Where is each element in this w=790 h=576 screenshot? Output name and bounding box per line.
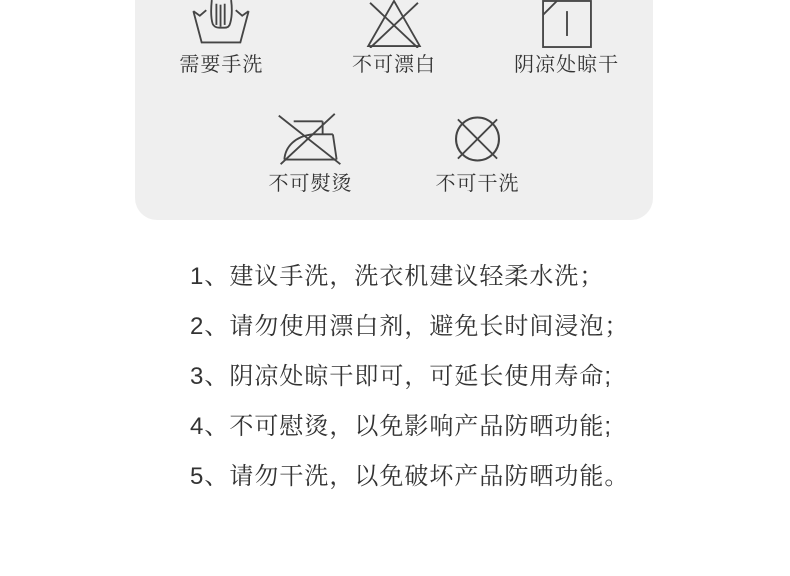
care-symbol-no-iron — [231, 111, 391, 196]
care-symbol-no-bleach — [308, 0, 481, 77]
care-instruction-3: 3、阴凉处晾干即可，可延长使用寿命; — [190, 363, 613, 390]
care-instruction-5: 5、请勿干洗，以免破坏产品防晒功能。 — [190, 463, 630, 490]
no-bleach-label: 不可漂白 — [352, 54, 436, 76]
care-symbol-shade-dry — [480, 0, 653, 77]
no-dry-clean-label: 不可干洗 — [435, 173, 520, 195]
hand-wash-icon — [186, 0, 256, 48]
shade-dry-icon — [532, 0, 602, 48]
no-iron-label: 不可熨烫 — [268, 173, 353, 195]
care-symbols-row-2 — [135, 111, 653, 196]
care-instruction-1: 1、建议手洗，洗衣机建议轻柔水洗； — [190, 263, 605, 290]
care-instruction-4: 4、不可慰烫，以免影响产品防晒功能; — [190, 413, 613, 440]
care-symbol-hand-wash — [135, 0, 308, 77]
no-bleach-icon — [359, 0, 429, 48]
no-iron-icon — [275, 111, 346, 167]
care-symbols-panel — [135, 0, 653, 220]
care-instruction-2: 2、请勿使用漂白剂，避免长时间浸泡； — [190, 313, 630, 340]
no-dry-clean-icon — [442, 111, 513, 167]
shade-dry-label: 阴凉处晾干 — [514, 54, 620, 76]
care-symbols-row-1 — [135, 0, 653, 77]
care-symbol-no-dry-clean — [398, 111, 558, 196]
hand-wash-label: 需要手洗 — [179, 54, 264, 76]
care-instructions-list — [190, 252, 629, 502]
